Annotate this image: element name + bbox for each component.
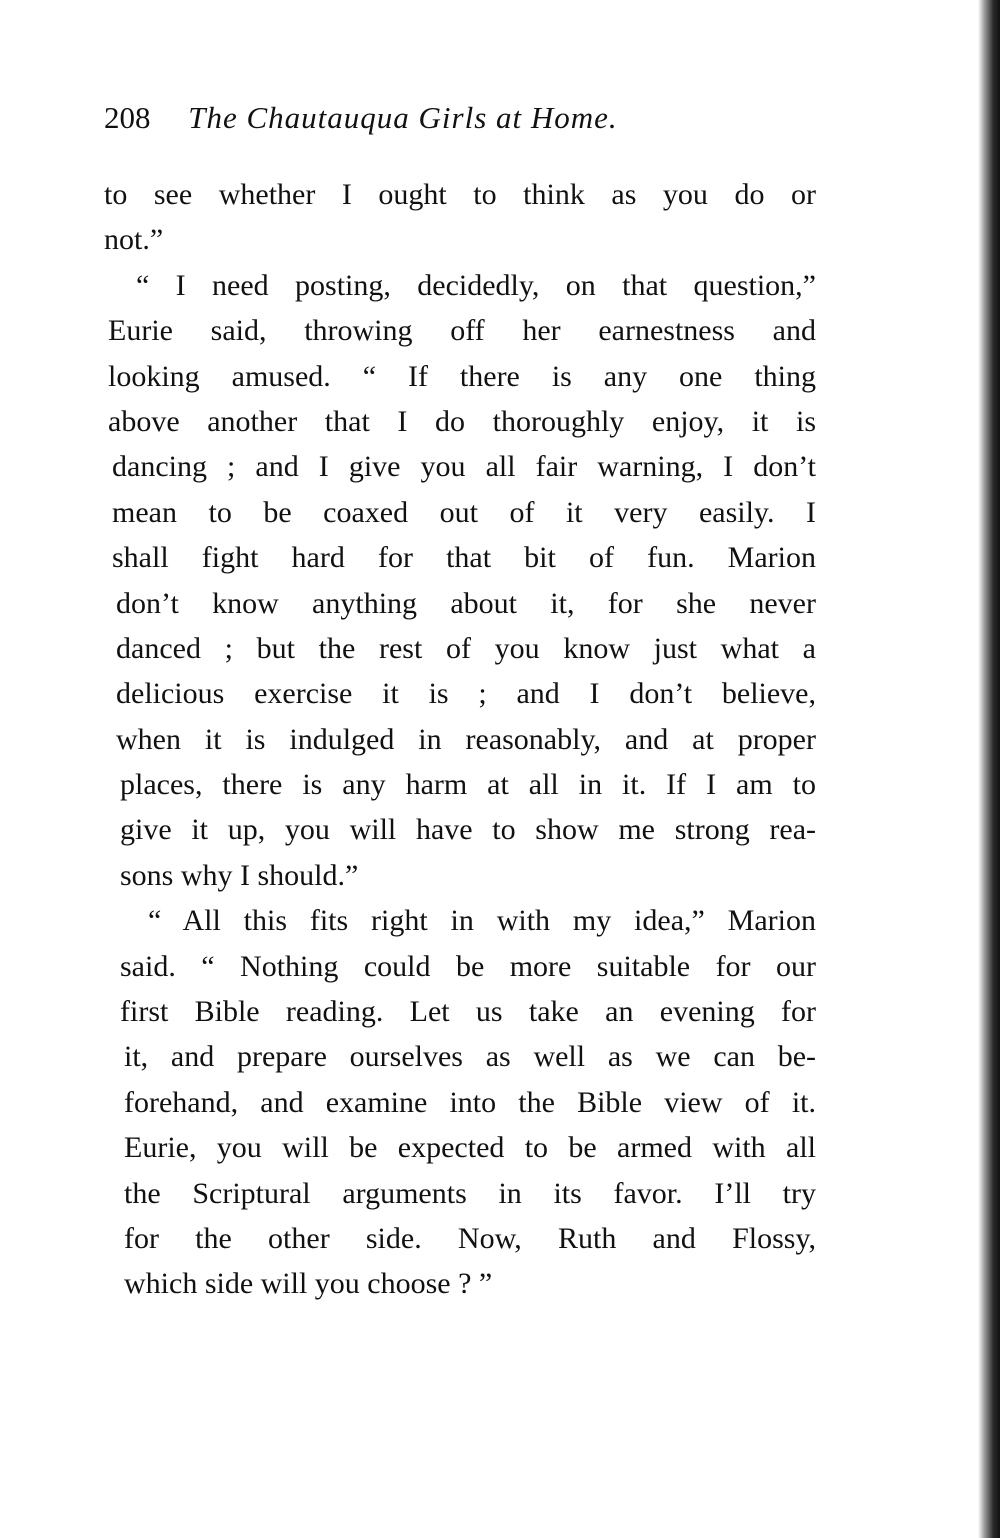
text-line: places, there is any harm at all in it. If I am to (120, 768, 816, 802)
text-line: don’t know anything about it, for she never (116, 586, 816, 620)
text-line: “ All this fits right in with my idea,” Marion (148, 904, 816, 938)
text-line: for the other side. Now, Ruth and Flossy, (124, 1221, 816, 1255)
text-line: shall fight hard for that bit of fun. Marion (112, 541, 816, 575)
page-number: 208 (104, 100, 151, 135)
running-title: The Chautauqua Girls at Home. (188, 100, 618, 135)
text-line: dancing ; and I give you all fair warning, I don’t (112, 450, 816, 484)
text-line: mean to be coaxed out of it very easily. I (112, 495, 816, 529)
text-line: which side will you choose ? ” (124, 1267, 493, 1301)
text-line: not.” (104, 223, 164, 257)
text-line: danced ; but the rest of you know just what a (116, 631, 816, 665)
text-line: delicious exercise it is ; and I don’t believe, (116, 677, 816, 711)
text-line: sons why I should.” (120, 858, 359, 892)
text-line: looking amused. “ If there is any one thing (108, 359, 816, 393)
text-line: give it up, you will have to show me strong rea- (120, 813, 816, 847)
running-header (104, 96, 744, 140)
text-line: “ I need posting, decidedly, on that question,” (136, 268, 816, 302)
text-line: Eurie said, throwing off her earnestness and (108, 314, 816, 348)
text-line: said. “ Nothing could be more suitable for our (120, 949, 816, 983)
text-line: first Bible reading. Let us take an evening for (120, 995, 816, 1029)
body-text (104, 172, 816, 1307)
text-line: to see whether I ought to think as you do or (104, 178, 816, 211)
text-line: when it is indulged in reasonably, and at proper (116, 722, 816, 756)
text-line: it, and prepare ourselves as well as we can be- (124, 1040, 816, 1074)
page-spine-shadow (978, 0, 1000, 1538)
text-line: above another that I do thoroughly enjoy, it is (108, 404, 816, 438)
text-line: Eurie, you will be expected to be armed with all (124, 1131, 816, 1165)
text-line: the Scriptural arguments in its favor. I’ll try (124, 1176, 816, 1210)
text-line: forehand, and examine into the Bible view of it. (124, 1085, 816, 1119)
